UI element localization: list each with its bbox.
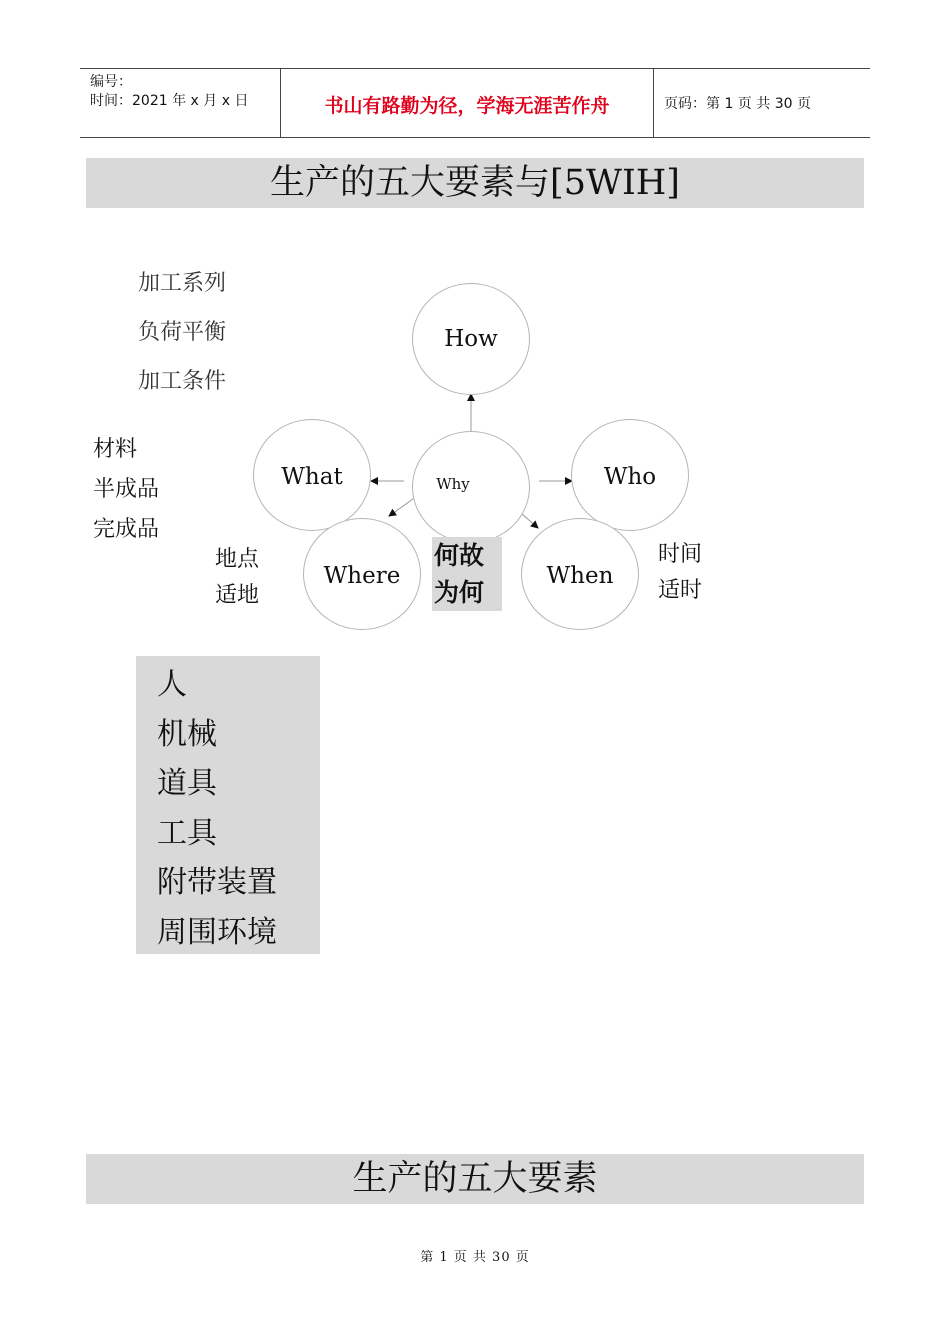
time-note-line: 适时 (658, 578, 703, 603)
when-label: When (546, 563, 614, 589)
list-item: 人 (157, 667, 187, 702)
why-circle (412, 431, 530, 543)
why-note (432, 537, 502, 611)
place-note-line: 地点 (215, 547, 260, 572)
where-label: Where (323, 563, 401, 589)
list-item: 负荷平衡 (138, 320, 227, 345)
how-label: How (444, 326, 498, 352)
list-item: 工具 (157, 815, 217, 851)
page-footer: 第 1 页 共 30 页 (420, 1250, 530, 1265)
time-note-line: 时间 (658, 542, 703, 567)
place-note-line: 适地 (215, 583, 260, 608)
when-circle (521, 518, 639, 630)
page-title: 生产的五大要素与[5WIH] (86, 158, 864, 208)
time-note (658, 537, 702, 609)
where-circle (303, 518, 421, 630)
section-title: 生产的五大要素 (86, 1154, 864, 1204)
what-circle (253, 419, 371, 531)
list-item: 完成品 (93, 517, 160, 542)
resource-list (136, 656, 320, 954)
serial-label: 编号： (90, 74, 132, 90)
why-note-line: 何故 (434, 541, 485, 570)
list-item: 周围环境 (157, 914, 277, 950)
who-label: Who (603, 464, 657, 490)
list-item: 材料 (93, 437, 138, 462)
why-label: Why (436, 475, 470, 493)
why-note-line: 为何 (434, 578, 485, 607)
list-item: 半成品 (93, 477, 160, 502)
place-note (215, 542, 259, 614)
how-circle (412, 283, 530, 395)
list-item: 加工条件 (138, 369, 227, 394)
page-indicator: 页码：第 1 页 共 30 页 (664, 96, 811, 112)
date-line: 时间：2021 年 x 月 x 日 (90, 93, 249, 109)
who-circle (571, 419, 689, 531)
list-item: 加工系列 (138, 271, 227, 296)
list-item: 附带装置 (157, 865, 277, 900)
list-item: 道具 (157, 766, 217, 801)
list-item: 机械 (157, 716, 217, 752)
motto: 书山有路勤为径，学海无涯苦作舟 (324, 95, 610, 117)
what-label: What (281, 464, 343, 490)
